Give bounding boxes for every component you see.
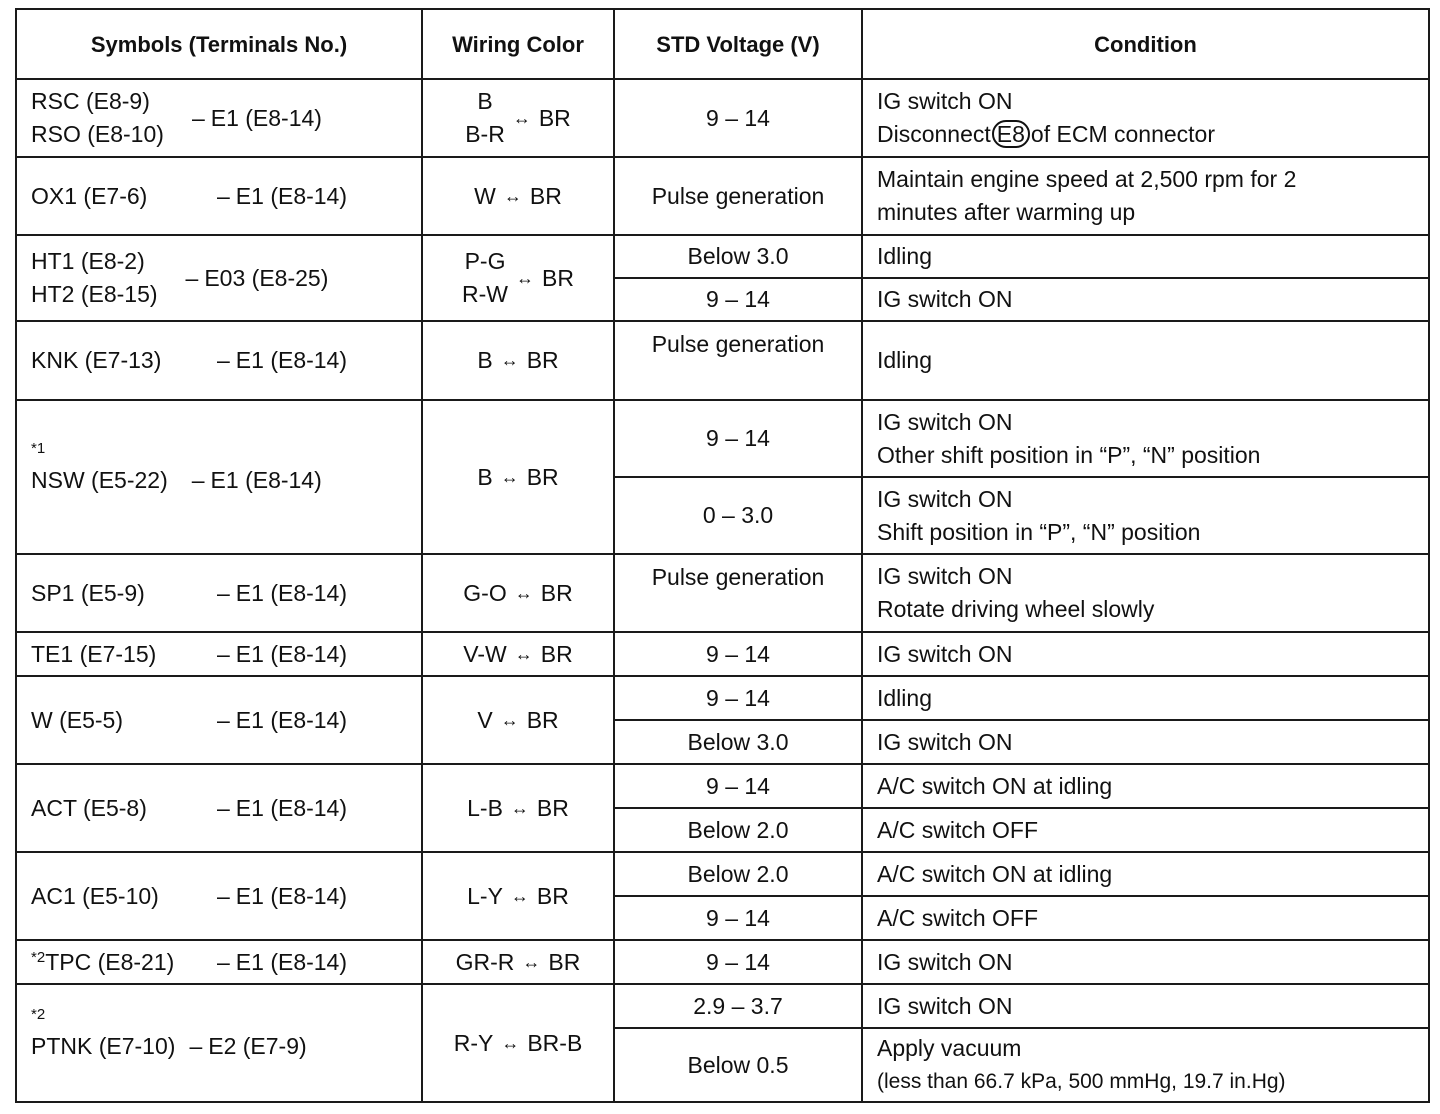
- dash: –: [217, 182, 230, 209]
- header-symbols: Symbols (Terminals No.): [16, 9, 422, 79]
- wiring-cell: [422, 400, 614, 554]
- wire-color: BR-B: [527, 1029, 583, 1056]
- condition-line: Other shift position in “P”, “N” position: [877, 441, 1261, 468]
- symbol-cell: [16, 79, 422, 157]
- condition-cell: IG switch ON: [862, 720, 1429, 764]
- condition-cell: [862, 157, 1429, 235]
- row-rsc: [16, 79, 1429, 157]
- condition-line: Rotate driving wheel slowly: [877, 596, 1155, 622]
- row-ptnk: [16, 984, 1429, 1028]
- terminal-act: ACT (E5-8): [31, 794, 147, 821]
- row-tpc: [16, 940, 1429, 984]
- wire-color: B: [477, 88, 493, 114]
- condition-cell: IG switch ON: [862, 632, 1429, 676]
- symbol-cell: [16, 235, 422, 321]
- condition-cell: [862, 477, 1429, 554]
- dash: –: [217, 948, 230, 975]
- ground-terminal: E1 (E8-14): [235, 347, 348, 373]
- double-arrow-icon: ↔: [516, 267, 535, 288]
- footnote-marker: *2: [31, 1005, 46, 1023]
- connector-badge: E8: [992, 120, 1030, 148]
- terminal-sp1: SP1 (E5-9): [31, 579, 145, 606]
- voltage-cell: 2.9 – 3.7: [614, 984, 862, 1028]
- symbol-cell: [16, 764, 422, 852]
- condition-cell: [862, 79, 1429, 157]
- condition-cell: Idling: [862, 321, 1429, 400]
- row-ox1: [16, 157, 1429, 235]
- wire-color: P-G: [464, 248, 506, 274]
- terminal-ox1: OX1 (E7-6): [31, 182, 148, 209]
- double-arrow-icon: ↔: [500, 466, 519, 487]
- double-arrow-icon: ↔: [501, 1032, 520, 1053]
- footnote-marker: *1: [31, 439, 46, 457]
- voltage-cell: Below 0.5: [614, 1028, 862, 1102]
- wire-color: BR: [529, 182, 562, 209]
- wiring-cell: [422, 79, 614, 157]
- condition-line: IG switch ON: [877, 88, 1013, 114]
- header-std-voltage: STD Voltage (V): [614, 9, 862, 79]
- ground-terminal: E1 (E8-14): [235, 706, 348, 733]
- dash: –: [189, 1032, 203, 1059]
- terminal-rso: RSO (E8-10): [31, 121, 164, 147]
- wiring-cell: [422, 321, 614, 400]
- footnote-marker: *2: [31, 948, 46, 966]
- terminal-voltage-table: [15, 8, 1430, 1103]
- terminal-tpc: [31, 946, 217, 979]
- condition-text: Disconnect: [877, 121, 991, 147]
- condition-cell: [862, 554, 1429, 632]
- double-arrow-icon: ↔: [512, 107, 531, 128]
- condition-line: Shift position in “P”, “N” position: [877, 518, 1201, 545]
- row-knk: [16, 321, 1429, 400]
- terminal-te1: TE1 (E7-15): [31, 640, 157, 667]
- symbol-cell: [16, 852, 422, 940]
- voltage-cell: 9 – 14: [614, 632, 862, 676]
- wire-color: BR: [540, 579, 573, 606]
- voltage-cell: Below 3.0: [614, 720, 862, 764]
- wire-color: BR: [526, 347, 559, 373]
- wire-color: BR: [526, 706, 559, 733]
- wire-color: BR: [542, 264, 574, 291]
- ground-terminal: E03 (E8-25): [204, 264, 329, 291]
- condition-line: minutes after warming up: [877, 199, 1136, 225]
- voltage-cell: 9 – 14: [614, 400, 862, 477]
- wiring-cell: [422, 676, 614, 764]
- ground-terminal: E1 (E8-14): [235, 640, 348, 667]
- wire-color: BR: [548, 948, 581, 975]
- terminal-nsw: NSW (E5-22): [31, 466, 168, 493]
- ground-terminal: E1 (E8-14): [210, 466, 322, 493]
- condition-cell: IG switch ON: [862, 984, 1429, 1028]
- dash: –: [191, 466, 205, 493]
- wiring-cell: [422, 984, 614, 1102]
- voltage-cell: Below 3.0: [614, 235, 862, 278]
- wire-color: V-W: [463, 640, 507, 667]
- condition-line: IG switch ON: [877, 408, 1013, 435]
- row-sp1: [16, 554, 1429, 632]
- condition-cell: Idling: [862, 676, 1429, 720]
- double-arrow-icon: ↔: [503, 185, 522, 206]
- voltage-cell: 0 – 3.0: [614, 477, 862, 554]
- condition-line: IG switch ON: [877, 485, 1013, 512]
- symbol-cell: [16, 984, 422, 1102]
- symbol-cell: [16, 632, 422, 676]
- double-arrow-icon: ↔: [514, 582, 533, 603]
- row-nsw: [16, 400, 1429, 477]
- ground-terminal: E2 (E7-9): [208, 1032, 307, 1059]
- voltage-cell: Below 2.0: [614, 808, 862, 852]
- header-row: [16, 9, 1429, 79]
- dash: –: [217, 706, 230, 733]
- condition-line: [877, 118, 1414, 151]
- voltage-cell: 9 – 14: [614, 278, 862, 321]
- double-arrow-icon: ↔: [500, 709, 519, 730]
- row-ac1: [16, 852, 1429, 896]
- condition-line: Maintain engine speed at 2,500 rpm for 2: [877, 166, 1297, 192]
- voltage-cell: Pulse generation: [614, 157, 862, 235]
- dash: –: [217, 794, 230, 821]
- wiring-cell: [422, 940, 614, 984]
- wire-color: B: [477, 463, 493, 490]
- wire-color: B-R: [465, 121, 505, 147]
- dash: –: [217, 347, 230, 373]
- symbol-cell: [16, 676, 422, 764]
- row-act: [16, 764, 1429, 808]
- row-ht: [16, 235, 1429, 278]
- condition-cell: IG switch ON: [862, 940, 1429, 984]
- condition-line: Apply vacuum: [877, 1035, 1022, 1061]
- symbol-cell: [16, 321, 422, 400]
- symbol-cell: [16, 940, 422, 984]
- row-w: [16, 676, 1429, 720]
- wire-color: L-Y: [467, 882, 503, 909]
- voltage-cell: 9 – 14: [614, 940, 862, 984]
- double-arrow-icon: ↔: [522, 951, 541, 972]
- terminal-ac1: AC1 (E5-10): [31, 882, 159, 909]
- wiring-cell: [422, 764, 614, 852]
- header-wiring-color: Wiring Color: [422, 9, 614, 79]
- symbol-cell: [16, 554, 422, 632]
- wire-color: W: [474, 182, 496, 209]
- terminal-rsc: RSC (E8-9): [31, 88, 150, 114]
- ground-terminal: E1 (E8-14): [235, 882, 348, 909]
- wire-color: BR: [536, 882, 569, 909]
- terminal-knk: KNK (E7-13): [31, 347, 162, 373]
- condition-cell: Idling: [862, 235, 1429, 278]
- ground-terminal: E1 (E8-14): [235, 948, 348, 975]
- condition-text: of ECM connector: [1030, 121, 1216, 147]
- terminal-ht1: HT1 (E8-2): [31, 248, 145, 274]
- wire-color: BR: [540, 640, 573, 667]
- wire-color: GR-R: [455, 948, 515, 975]
- wiring-cell: [422, 554, 614, 632]
- dash: –: [217, 640, 230, 667]
- double-arrow-icon: ↔: [500, 350, 519, 370]
- condition-cell: IG switch ON: [862, 278, 1429, 321]
- row-te1: [16, 632, 1429, 676]
- double-arrow-icon: ↔: [510, 797, 529, 818]
- voltage-cell: Pulse generation: [614, 554, 862, 632]
- ground-terminal: E1 (E8-14): [210, 104, 322, 131]
- voltage-cell: Pulse generation: [614, 321, 862, 400]
- double-arrow-icon: ↔: [514, 643, 533, 664]
- wire-color: L-B: [467, 794, 503, 821]
- terminal-label: TPC (E8-21): [45, 948, 175, 975]
- double-arrow-icon: ↔: [510, 885, 529, 906]
- condition-cell: A/C switch OFF: [862, 896, 1429, 940]
- voltage-cell: 9 – 14: [614, 764, 862, 808]
- dash: –: [217, 882, 230, 909]
- symbol-cell: [16, 400, 422, 554]
- wire-color: G-O: [463, 579, 507, 606]
- condition-line: IG switch ON: [877, 563, 1013, 589]
- wire-color: BR: [538, 104, 571, 131]
- condition-cell: [862, 400, 1429, 477]
- spec-table-frame: [15, 8, 1428, 1103]
- voltage-cell: Below 2.0: [614, 852, 862, 896]
- voltage-cell: 9 – 14: [614, 79, 862, 157]
- ground-terminal: E1 (E8-14): [235, 182, 348, 209]
- voltage-cell: 9 – 14: [614, 896, 862, 940]
- wire-color: BR: [526, 463, 559, 490]
- symbol-cell: [16, 157, 422, 235]
- wiring-cell: [422, 235, 614, 321]
- wiring-cell: [422, 157, 614, 235]
- condition-line: (less than 66.7 kPa, 500 mmHg, 19.7 in.Hg): [877, 1070, 1286, 1093]
- dash: –: [217, 579, 230, 606]
- voltage-cell: 9 – 14: [614, 676, 862, 720]
- wire-color: BR: [536, 794, 569, 821]
- terminal-ptnk: PTNK (E7-10): [31, 1032, 176, 1059]
- terminal-ht2: HT2 (E8-15): [31, 281, 158, 307]
- wiring-cell: [422, 852, 614, 940]
- condition-cell: A/C switch ON at idling: [862, 764, 1429, 808]
- terminal-w: W (E5-5): [31, 706, 123, 733]
- condition-cell: A/C switch OFF: [862, 808, 1429, 852]
- ground-terminal: E1 (E8-14): [235, 579, 348, 606]
- condition-cell: A/C switch ON at idling: [862, 852, 1429, 896]
- wire-color: R-Y: [453, 1029, 494, 1056]
- wire-color: V: [477, 706, 493, 733]
- dash: –: [191, 104, 205, 131]
- condition-cell: [862, 1028, 1429, 1102]
- wiring-cell: [422, 632, 614, 676]
- wire-color: R-W: [462, 281, 509, 307]
- dash: –: [185, 264, 199, 291]
- wire-color: B: [477, 347, 493, 373]
- ground-terminal: E1 (E8-14): [235, 794, 348, 821]
- header-condition: Condition: [862, 9, 1429, 79]
